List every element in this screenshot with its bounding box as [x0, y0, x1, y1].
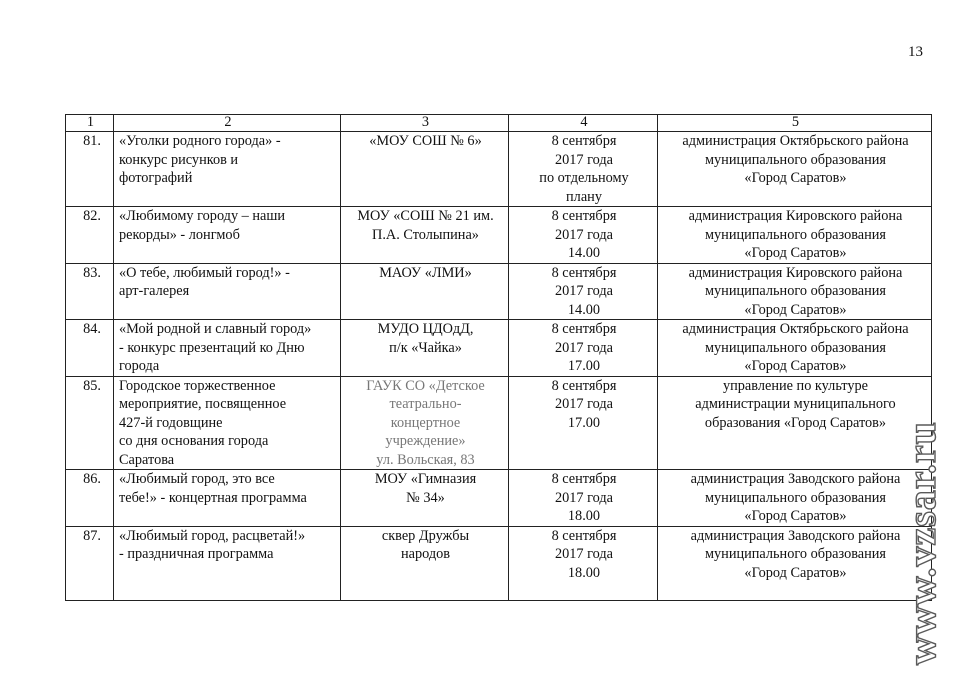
table-row [66, 132, 932, 207]
event-organizer-line: «Город Саратов» [744, 564, 847, 581]
event-date-line: 8 сентября [551, 264, 617, 281]
event-organizer-line: администрация Кировского района [688, 264, 903, 281]
event-venue [341, 263, 509, 320]
event-organizer-line: муниципального образования [704, 226, 887, 243]
event-organizer-line: администрация Заводского района [690, 471, 901, 487]
event-organizer-line: «Город Саратов» [744, 245, 847, 261]
event-organizer-line: муниципального образования [704, 151, 887, 168]
event-venue [341, 376, 509, 470]
event-name-line: тебе!» - концертная программа [119, 489, 307, 506]
row-number: 86. [66, 470, 114, 527]
event-organizer [658, 263, 932, 320]
event-organizer-line: «Город Саратов» [744, 170, 847, 186]
event-name [114, 526, 341, 600]
event-venue [341, 526, 509, 600]
table-row [66, 376, 932, 470]
event-venue-line: П.А. Столыпина» [372, 226, 479, 243]
column-header-event: 2 [114, 115, 341, 132]
event-organizer-line: муниципального образования [704, 283, 887, 299]
event-venue-line: ул. Вольская, 83 [376, 451, 475, 468]
event-organizer-line: «Город Саратов» [744, 301, 847, 318]
event-name-line: рекорды» - лонгмоб [119, 226, 240, 243]
event-venue-line: ГАУК СО «Детское [366, 377, 485, 394]
table-row [66, 207, 932, 264]
event-venue-line: народов [400, 546, 451, 562]
event-date-line: 8 сентября [551, 527, 617, 544]
event-organizer [658, 132, 932, 207]
row-number: 85. [66, 376, 114, 470]
event-date-line: 2017 года [554, 226, 614, 243]
event-date-line: 2017 года [554, 546, 614, 562]
event-date-line: 2017 года [554, 151, 614, 168]
event-venue-line: № 34» [406, 489, 445, 506]
event-venue [341, 320, 509, 377]
row-number: 87. [66, 526, 114, 600]
event-name-line: со дня основания города [119, 433, 269, 449]
event-name [114, 376, 341, 470]
column-header-organizer: 5 [658, 115, 932, 132]
event-venue [341, 470, 509, 527]
event-date [509, 526, 658, 600]
event-date-line: плану [566, 188, 602, 205]
event-venue-line: МОУ «Гимназия [374, 471, 477, 487]
event-name-line: - праздничная программа [119, 546, 274, 562]
event-date-line: 8 сентября [551, 377, 617, 394]
event-venue [341, 132, 509, 207]
event-name-line: «Любимый город, это все [119, 471, 275, 487]
event-name [114, 470, 341, 527]
column-header-number: 1 [66, 115, 114, 132]
event-venue-line: МАОУ «ЛМИ» [379, 264, 472, 281]
column-header-venue: 3 [341, 115, 509, 132]
event-name-line: «Уголки родного города» - [119, 133, 281, 149]
event-organizer [658, 470, 932, 527]
event-date-line: 2017 года [554, 339, 614, 356]
event-date-line: 17.00 [567, 414, 601, 431]
event-venue-line: п/к «Чайка» [389, 339, 462, 356]
event-date-line: 8 сентября [551, 321, 617, 337]
watermark-text: www.vzsar.ru [899, 421, 944, 665]
event-date-line: 18.00 [567, 508, 601, 524]
event-organizer-line: управление по культуре [722, 377, 868, 394]
table-header-row [66, 115, 932, 132]
event-name-line: арт-галерея [119, 283, 190, 299]
event-date-line: 2017 года [554, 283, 614, 299]
event-name-line: «Любимый город, расцветай!» [119, 527, 306, 544]
event-organizer-line: «Город Саратов» [744, 358, 847, 374]
event-date-line: 8 сентября [551, 208, 617, 224]
events-table [65, 114, 932, 601]
event-name-line: Саратова [119, 451, 175, 468]
event-venue-line: учреждение» [385, 433, 466, 449]
event-organizer-line: администрация Октябрьского района [682, 133, 909, 149]
table-row [66, 320, 932, 377]
event-organizer-line: муниципального образования [704, 546, 887, 562]
column-header-date: 4 [509, 115, 658, 132]
event-date-line: 17.00 [567, 358, 601, 374]
event-name-line: «О тебе, любимый город!» - [119, 264, 290, 281]
event-name-line: - конкурс презентаций ко Дню [119, 339, 305, 356]
event-venue-line: театрально- [389, 396, 462, 412]
event-organizer-line: администрация Заводского района [690, 527, 901, 544]
event-date-line: 2017 года [554, 489, 614, 506]
event-date [509, 470, 658, 527]
event-date-line: по отдельному [539, 170, 629, 186]
event-date-line: 8 сентября [551, 471, 617, 487]
table-row [66, 470, 932, 527]
event-organizer-line: «Город Саратов» [744, 508, 847, 524]
event-name [114, 207, 341, 264]
event-organizer-line: муниципального образования [704, 489, 887, 506]
row-number: 81. [66, 132, 114, 207]
row-number: 82. [66, 207, 114, 264]
event-name [114, 132, 341, 207]
event-date [509, 376, 658, 470]
event-name-line: 427-й годовщине [119, 414, 223, 431]
event-name-line: мероприятие, посвященное [119, 396, 287, 412]
event-organizer-line: администрации муниципального [695, 396, 896, 412]
event-organizer [658, 207, 932, 264]
event-venue-line: МУДО ЦДОдД, [377, 321, 474, 337]
event-organizer [658, 376, 932, 470]
event-venue-line: «МОУ СОШ № 6» [369, 133, 482, 149]
event-organizer-line: администрация Кировского района [688, 208, 903, 224]
event-organizer-line: образования «Город Саратов» [704, 414, 887, 431]
event-name [114, 320, 341, 377]
event-date [509, 320, 658, 377]
event-venue [341, 207, 509, 264]
table-row [66, 263, 932, 320]
row-number: 84. [66, 320, 114, 377]
event-name-line: города [119, 358, 160, 374]
event-date-line: 14.00 [567, 245, 601, 261]
event-organizer [658, 320, 932, 377]
event-date-line: 2017 года [554, 396, 614, 412]
event-organizer [658, 526, 932, 600]
page-number: 13 [908, 44, 923, 60]
event-name-line: «Мой родной и славный город» [119, 321, 312, 337]
event-venue-line: сквер Дружбы [381, 527, 470, 544]
event-organizer-line: администрация Октябрьского района [682, 321, 909, 337]
event-name-line: фотографий [119, 170, 193, 186]
event-name-line: Городское торжественное [119, 377, 276, 394]
event-name-line: конкурс рисунков и [119, 151, 239, 168]
event-date-line: 8 сентября [551, 133, 617, 149]
table-body [66, 132, 932, 601]
event-date [509, 132, 658, 207]
event-date [509, 207, 658, 264]
row-number: 83. [66, 263, 114, 320]
event-venue-line: МОУ «СОШ № 21 им. [357, 208, 494, 224]
event-venue-line: концертное [390, 414, 461, 431]
event-date-line: 14.00 [567, 301, 601, 318]
event-date [509, 263, 658, 320]
event-name-line: «Любимому городу – наши [119, 208, 286, 224]
event-name [114, 263, 341, 320]
event-organizer-line: муниципального образования [704, 339, 887, 356]
table-row [66, 526, 932, 600]
event-date-line: 18.00 [567, 564, 601, 581]
